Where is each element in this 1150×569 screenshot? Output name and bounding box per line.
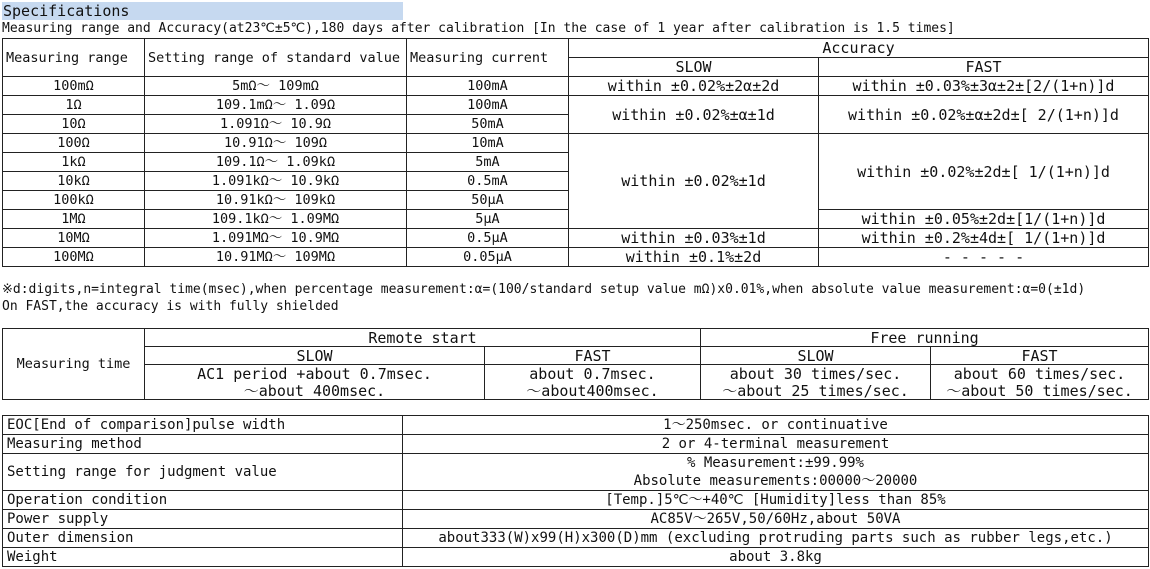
- current-cell: 0.05μA: [407, 248, 569, 267]
- free-slow-line2: ～about 25 times/sec.: [701, 382, 931, 400]
- slow-accuracy-cell: within ±0.1%±2d: [569, 248, 819, 267]
- remote-slow-line2: ～about 400msec.: [145, 382, 485, 400]
- slow-accuracy-cell: within ±0.02%±α±1d: [569, 96, 819, 134]
- subtitle: Measuring range and Accuracy(at23℃±5℃),180 days after calibration [In the case of 1 year after calibration is 1.5 times]: [2, 21, 955, 36]
- current-cell: 10mA: [407, 134, 569, 153]
- free-fast-header: FAST: [931, 347, 1149, 365]
- remote-fast-header: FAST: [485, 347, 701, 365]
- measuring-time-label: Measuring time: [3, 329, 145, 400]
- free-slow-header: SLOW: [701, 347, 931, 365]
- current-cell: 0.5μA: [407, 229, 569, 248]
- setting-cell: 5mΩ～ 109mΩ: [145, 77, 407, 96]
- note-digits: ※d:digits,n=integral time(msec),when percentage measurement:α=(100/standard setup value mΩ)x0.01%,when absolute value measurement:α=0(±1d): [2, 282, 1086, 297]
- slow-accuracy-cell: within ±0.02%±2α±2d: [569, 77, 819, 96]
- current-cell: 50μA: [407, 191, 569, 210]
- spec-value: 1～250msec. or continuative: [403, 416, 1149, 435]
- free-fast-line1: about 60 times/sec.: [931, 365, 1149, 383]
- range-cell: 100Ω: [3, 134, 145, 153]
- setting-cell: 1.091MΩ～ 10.9MΩ: [145, 229, 407, 248]
- header-fast: FAST: [819, 58, 1149, 77]
- range-cell: 100MΩ: [3, 248, 145, 267]
- note-fast-shield: On FAST,the accuracy is with fully shielded: [2, 299, 339, 314]
- range-cell: 100kΩ: [3, 191, 145, 210]
- setting-cell: 10.91Ω～ 109Ω: [145, 134, 407, 153]
- setting-cell: 1.091kΩ～ 10.9kΩ: [145, 172, 407, 191]
- range-cell: 10MΩ: [3, 229, 145, 248]
- range-cell: 1MΩ: [3, 210, 145, 229]
- current-cell: 50mA: [407, 115, 569, 134]
- header-slow: SLOW: [569, 58, 819, 77]
- measuring-time-table: [2, 328, 1149, 400]
- header-accuracy: Accuracy: [569, 39, 1149, 58]
- remote-slow-line1: AC1 period +about 0.7msec.: [145, 365, 485, 383]
- spec-value: AC85V～265V,50/60Hz,about 50VA: [403, 510, 1149, 529]
- current-cell: 100mA: [407, 96, 569, 115]
- spec-label: Measuring method: [3, 435, 403, 454]
- spec-label: Operation condition: [3, 491, 403, 510]
- spec-label: EOC[End of comparison]pulse width: [3, 416, 403, 435]
- spec-label: Setting range for judgment value: [3, 454, 403, 491]
- spec-value: [Temp.]5℃～+40℃ [Humidity]less than 85%: [403, 491, 1149, 510]
- spec-value: about 3.8kg: [403, 548, 1149, 567]
- setting-cell: 10.91kΩ～ 109kΩ: [145, 191, 407, 210]
- current-cell: 5mA: [407, 153, 569, 172]
- free-slow-line1: about 30 times/sec.: [701, 365, 931, 383]
- current-cell: 100mA: [407, 77, 569, 96]
- range-cell: 1Ω: [3, 96, 145, 115]
- range-cell: 10Ω: [3, 115, 145, 134]
- page-title: Specifications: [2, 2, 403, 20]
- fast-accuracy-cell: within ±0.2%±4d±[ 1/(1+n)]d: [819, 229, 1149, 248]
- slow-accuracy-cell: within ±0.02%±1d: [569, 134, 819, 229]
- range-cell: 100mΩ: [3, 77, 145, 96]
- fast-accuracy-cell: within ±0.05%±2d±[1/(1+n)]d: [819, 210, 1149, 229]
- free-fast-line2: ～about 50 times/sec.: [931, 382, 1149, 400]
- fast-accuracy-cell: - - - - -: [819, 248, 1149, 267]
- remote-fast-line2: ～about400msec.: [485, 382, 701, 400]
- header-setting-range: Setting range of standard value: [145, 39, 407, 77]
- range-cell: 1kΩ: [3, 153, 145, 172]
- spec-value-line2: Absolute measurements:00000～20000: [403, 472, 1149, 491]
- remote-fast-line1: about 0.7msec.: [485, 365, 701, 383]
- setting-cell: 1.091Ω～ 10.9Ω: [145, 115, 407, 134]
- remote-start-header: Remote start: [145, 329, 701, 347]
- setting-cell: 10.91MΩ～ 109MΩ: [145, 248, 407, 267]
- fast-accuracy-cell: within ±0.02%±2d±[ 1/(1+n)]d: [819, 134, 1149, 210]
- remote-slow-header: SLOW: [145, 347, 485, 365]
- current-cell: 5μA: [407, 210, 569, 229]
- accuracy-table: [2, 38, 1149, 267]
- spec-label: Weight: [3, 548, 403, 567]
- spec-label: Power supply: [3, 510, 403, 529]
- fast-accuracy-cell: within ±0.02%±α±2d±[ 2/(1+n)]d: [819, 96, 1149, 134]
- setting-cell: 109.1Ω～ 1.09kΩ: [145, 153, 407, 172]
- range-cell: 10kΩ: [3, 172, 145, 191]
- free-running-header: Free running: [701, 329, 1149, 347]
- spec-value: about333(W)x99(H)x300(D)mm (excluding protruding parts such as rubber legs,etc.): [403, 529, 1149, 548]
- setting-cell: 109.1mΩ～ 1.09Ω: [145, 96, 407, 115]
- spec-value: % Measurement:±99.99%: [403, 454, 1149, 473]
- current-cell: 0.5mA: [407, 172, 569, 191]
- header-measuring-range: Measuring range: [3, 39, 145, 77]
- spec-value: 2 or 4-terminal measurement: [403, 435, 1149, 454]
- setting-cell: 109.1kΩ～ 1.09MΩ: [145, 210, 407, 229]
- spec-label: Outer dimension: [3, 529, 403, 548]
- fast-accuracy-cell: within ±0.03%±3α±2±[2/(1+n)]d: [819, 77, 1149, 96]
- slow-accuracy-cell: within ±0.03%±1d: [569, 229, 819, 248]
- header-measuring-current: Measuring current: [407, 39, 569, 77]
- general-spec-table: [2, 415, 1149, 567]
